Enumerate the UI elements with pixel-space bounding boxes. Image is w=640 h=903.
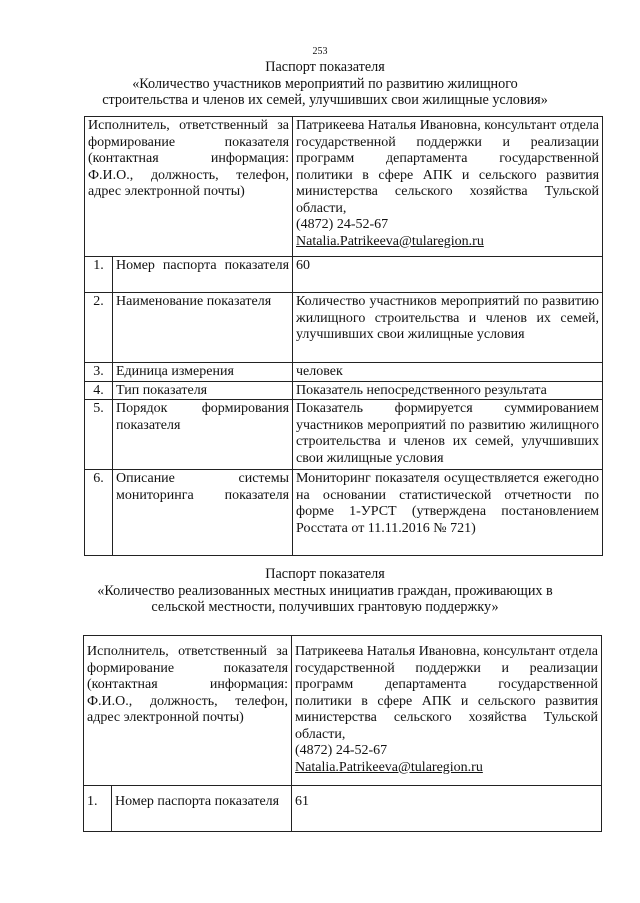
passport-2-title-line3: сельской местности, получивших грантовую поддержку» (151, 599, 499, 615)
row-value: Количество участников мероприятий по развитию жилищного строительства и членов их семей, улучшивших свои жилищные условия (293, 293, 603, 363)
passport-2-title-line2: «Количество реализованных местных инициатив граждан, проживающих в (97, 582, 553, 599)
row-number: 3. (85, 363, 113, 382)
row-number: 6. (85, 470, 113, 556)
passport-1-title-line2: «Количество участников мероприятий по развитию жилищного (132, 75, 518, 92)
row-number: 1. (84, 786, 112, 832)
table-row (85, 400, 603, 470)
row-label: Тип показателя (113, 381, 293, 400)
executor-email-link[interactable]: Natalia.Patrikeeva@tularegion.ru (295, 759, 483, 775)
row-value: Показатель формируется суммированием участников мероприятий по развитию жилищного строительства и членов их семей, улучшивших свои жилищные условия (293, 400, 603, 470)
row-label: Единица измерения (113, 363, 293, 382)
passport-1-title (60, 59, 590, 109)
table-row (85, 363, 603, 382)
executor-phone: (4872) 24-52-67 (296, 217, 389, 232)
row-value: 60 (293, 257, 603, 293)
passport-1-title-line1: Паспорт показателя (265, 59, 385, 75)
passport-1-table (84, 116, 603, 556)
row-number: 1. (85, 257, 113, 293)
table-row (85, 470, 603, 556)
table-row (85, 293, 603, 363)
row-label: Наименование показателя (113, 293, 293, 363)
row-label: Порядок формирования показателя (113, 400, 293, 470)
executor-email-link[interactable]: Natalia.Patrikeeva@tularegion.ru (296, 233, 484, 249)
row-value: человек (293, 363, 603, 382)
passport-2-table (83, 635, 602, 832)
table-row (85, 257, 603, 293)
row-number: 4. (85, 381, 113, 400)
row-value: 61 (292, 786, 602, 832)
table-row (85, 381, 603, 400)
table-row (84, 786, 602, 832)
executor-label: Исполнитель, ответственный за формирование показателя (контактная информация: Ф.И.О., должность, телефон, адрес электронной почты) (85, 117, 293, 257)
row-number: 2. (85, 293, 113, 363)
executor-label: Исполнитель, ответственный за формирование показателя (контактная информация: Ф.И.О., должность, телефон, адрес электронной почты) (84, 636, 292, 786)
executor-value: Патрикеева Наталья Ивановна, консультант отдела государственной поддержки и реализации программ департамента государственной политики в сфере АПК и сельского развития министерства сельского хозяйства Тульской области, (295, 644, 599, 742)
row-label: Описание системы мониторинга показателя (113, 470, 293, 556)
row-value: Мониторинг показателя осуществляется ежегодно на основании статистической отчетности по форме 1-УРСТ (утверждена постановлением Росстата от 11.11.2016 № 721) (293, 470, 603, 556)
executor-phone: (4872) 24-52-67 (295, 743, 388, 758)
passport-2-title (60, 566, 590, 616)
row-number: 5. (85, 400, 113, 470)
passport-1-title-line3: строительства и членов их семей, улучшивших свои жилищные условия» (102, 92, 548, 108)
table-row (85, 117, 603, 257)
executor-cell (292, 636, 602, 786)
row-label: Номер паспорта показателя (112, 786, 292, 832)
table-row (84, 636, 602, 786)
page-number: 253 (312, 46, 328, 57)
row-value: Показатель непосредственного результата (293, 381, 603, 400)
row-label: Номер паспорта показателя (113, 257, 293, 293)
executor-cell (293, 117, 603, 257)
passport-2-title-line1: Паспорт показателя (265, 566, 385, 582)
executor-value: Патрикеева Наталья Ивановна, консультант отдела государственной поддержки и реализации программ департамента государственной политики в сфере АПК и сельского развития министерства сельского хозяйства Тульской области, (296, 118, 600, 216)
